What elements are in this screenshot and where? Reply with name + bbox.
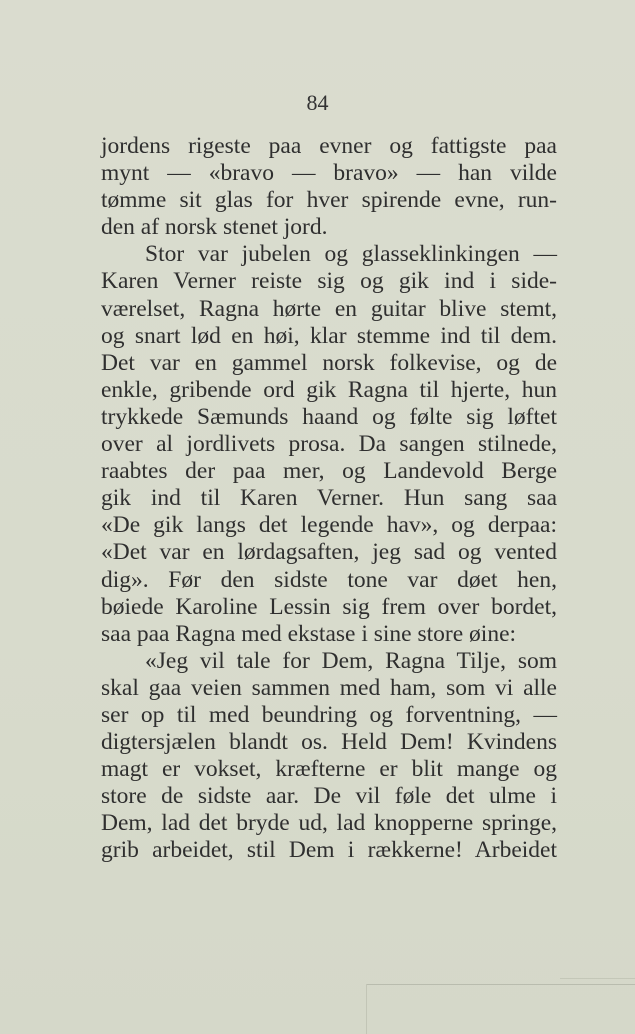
text-line: Karen Verner reiste sig og gik ind i side- [101, 268, 557, 295]
text-line: grib arbeidet, stil Dem i rækkerne! Arbeidet [101, 837, 557, 864]
text-line: den af norsk stenet jord. [101, 214, 328, 241]
text-line: Det var en gammel norsk folkevise, og de [101, 349, 557, 376]
page-number: 84 [306, 90, 329, 115]
text-line: trykkede Sæmunds haand og følte sig løftet [101, 403, 557, 430]
text-line: bøiede Karoline Lessin sig frem over bordet, [101, 593, 557, 620]
text-line: raabtes der paa mer, og Landevold Berge [101, 458, 557, 485]
text-line: skal gaa veien sammen med ham, som vi alle [101, 674, 557, 701]
page-edge-line [366, 984, 367, 1034]
text-line: jordens rigeste paa evner og fattigste paa [101, 133, 557, 159]
text-line: mynt — «bravo — bravo» — han vilde [101, 160, 557, 187]
text-line: «De gik langs det legende hav», og derpaa: [101, 512, 557, 539]
text-line: «Jeg vil tale for Dem, Ragna Tilje, som [145, 647, 557, 674]
text-line: værelset, Ragna hørte en guitar blive stemt, [101, 295, 557, 322]
body-text [101, 133, 557, 865]
text-line: store de sidste aar. De vil føle det ulme i [101, 783, 557, 810]
text-line: Stor var jubelen og glasseklinkingen — [145, 241, 557, 268]
text-line: Dem, lad det bryde ud, lad knopperne springe, [101, 810, 557, 837]
text-line: ser op til med beundring og forventning, — [101, 701, 557, 728]
text-line: tømme sit glas for hver spirende evne, run- [101, 187, 557, 214]
text-line: gik ind til Karen Verner. Hun sang saa [101, 485, 557, 512]
text-line: digtersjælen blandt os. Held Dem! Kvindens [101, 729, 557, 756]
text-line: «Det var en lørdagsaften, jeg sad og vented [101, 539, 557, 566]
text-line: saa paa Ragna med ekstase i sine store øine: [101, 620, 517, 647]
text-line: magt er vokset, kræfterne er blit mange og [101, 756, 557, 783]
text-line: dig». Før den sidste tone var døet hen, [101, 566, 557, 593]
text-line: over al jordlivets prosa. Da sangen stilnede, [101, 431, 557, 458]
text-line: og snart lød en høi, klar stemme ind til dem. [101, 322, 557, 349]
text-line: enkle, gribende ord gik Ragna til hjerte, hun [101, 376, 557, 403]
page-edge-line [560, 978, 635, 979]
page-edge-line [366, 984, 635, 985]
